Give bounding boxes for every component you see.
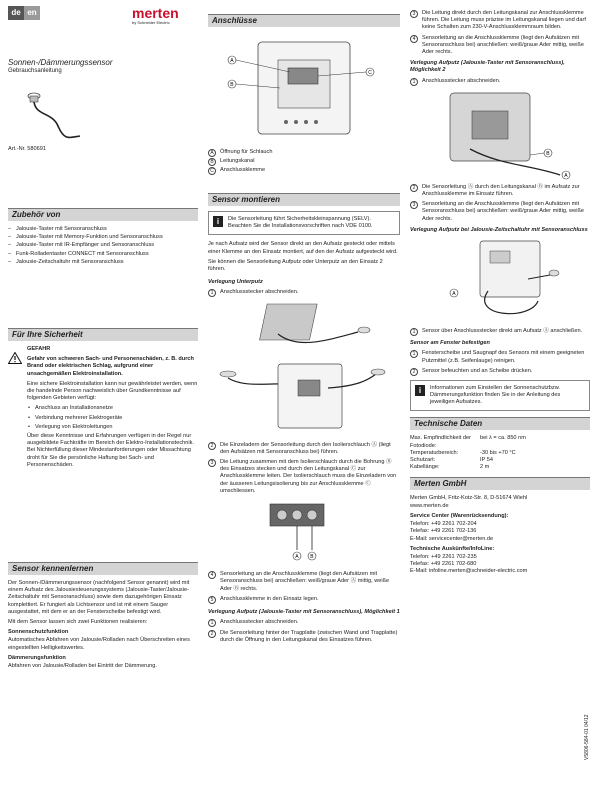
step: 2 Sensor befeuchten und an Scheibe drücken. (410, 368, 590, 376)
zeitschaltuhr-title: Verlegung Aufputz bei Jalousie-Zeitschaltuhr mit Sensoranschluss (410, 226, 588, 233)
function-1-title: Sonnenschutzfunktion (8, 629, 69, 636)
list-item: – Jalousie-Taster mit Memory-Funktion und Sensoranschluss (8, 234, 198, 241)
step: 3 Die Leitung zusammen mit dem Isolierschlauch durch die Bohrung Ⓑ des Einsatzes stecken und durch den Leitungskanal Ⓒ zur Anschlussklemme leiten. Der Isolierschlauch muss die Einzeladern von der äusseren Leitungsisolierung bis zur Anschlussklemme Ⓒ umschliessen. (208, 459, 400, 495)
list-item: – Jalousie-Taster mit Sensoranschluss (8, 226, 198, 233)
connections-section (208, 14, 400, 176)
sensor-intro: Der Sonnen-/Dämmerungssensor (nachfolgend Sensor genannt) wird mit einem Aufsatz des Jalousiesteuerungssystems (Jalousie-Taster/Jalousie-Zeitschaltuhr mit Sensoranschluss) sowie dem dazugehörigen Einsatz komplettiert. Er fungiert als Lichtsensor und ist mit einem Sauger ausgestattet, mit dem er an der Fensterscheibe befestigt wird. (8, 580, 190, 615)
list-item: • Verlegung von Elektroleitungen (27, 424, 198, 431)
zeitschaltuhr-diagram (410, 237, 590, 325)
unterputz-title: Verlegung Unterputz (208, 279, 263, 286)
svg-text:B: B (310, 554, 314, 561)
list-item: – Jalousie-Zeitschaltuhr mit Sensoranschluss (8, 259, 198, 266)
brand-name: merten (132, 5, 179, 21)
table-row: Max. Empfindlichkeit der Fotodiode: bei λ = ca. 850 nm (410, 435, 526, 449)
company-web: www.merten.de (410, 502, 449, 509)
function-1-text: Automatisches Abfahren von Jalousie/Rolladen nach Überschreiten eines eingestellten Helligkeitswertes. (8, 637, 190, 651)
safety-section (8, 328, 198, 476)
sensor-heading: Sensor kennenlernen (8, 562, 198, 575)
mount-p1: Je nach Aufsatz wird der Sensor direkt an den Aufsatz gesteckt oder mittels einer Klemme an den Einsatz montiert, auf den der Aufsatz aufgesteckt wird. (208, 241, 398, 255)
step: 1 Sensor über Anschlussstecker direkt am Aufsatz Ⓐ anschließen. (410, 328, 590, 336)
page-title: Sonnen-/Dämmerungssensor (8, 58, 113, 67)
column-3-content (410, 10, 590, 576)
note-text: Die Sensorleitung führt Sicherheitskleinspannung (SELV). Beachten Sie die Installationsvorschriften nach VDE 0100. (228, 216, 373, 230)
svg-text:A: A (295, 554, 299, 561)
safety-text-2: Über diese Kenntnisse und Erfahrungen verfügen in der Regel nur ausgebildete Fachkräfte im Bereich der Elektro-Installationstechnik. Bei Nichterfüllung dieser Mindestanforderungen oder Missachtung droht für Sie die persönliche Haftung bei Sach- und Personenschäden. (27, 433, 194, 468)
tech-info-line: Telefax: +49 2261 702-680 (410, 561, 477, 568)
unterputz-diagram (208, 300, 400, 438)
service-line: Telefon: +49 2261 702-204 (410, 521, 477, 528)
svg-text:B: B (230, 82, 234, 88)
service-line: E-Mail: servicecenter@merten.de (410, 535, 494, 542)
tech-table (410, 435, 590, 471)
svg-text:A: A (230, 58, 234, 64)
aufputz-1-title: Verlegung Aufputz (Jalousie-Taster mit Sensoranschluss), Möglichkeit 1 (208, 608, 400, 615)
service-line: Telefax: +49 2261 702-136 (410, 528, 477, 535)
page-subtitle: Gebrauchsanleitung (8, 68, 62, 74)
fenster-title: Sensor am Fenster befestigen (410, 340, 490, 347)
step: 3 Sensorleitung an die Anschlussklemme (liegt den Aufsätzen mit Sensoranschluss bei) anschließen: weiß/graue Ader mittig, weiße Ader rechts. (410, 201, 590, 223)
table-row: Schutzart: IP 54 (410, 457, 493, 464)
info-note (410, 380, 590, 412)
tech-heading: Technische Daten (410, 417, 590, 430)
article-number: Art.-Nr. 580691 (8, 146, 46, 152)
list-item: • Anschluss an Installationsnetze (27, 405, 198, 412)
step: 2 Die Sensorleitung Ⓐ durch den Leitungskanal Ⓑ im Aufsatz zur Anschlussklemme im Einsatz führen. (410, 184, 590, 198)
accessories-section (8, 208, 198, 267)
legend-item: C Anschlussklemme (208, 167, 400, 175)
step: 1 Fensterscheibe und Saugnapf des Sensors mit einem geeigneten Putzmittel (z.B. Seifenlauge) reinigen. (410, 350, 590, 364)
info-icon: i (213, 216, 223, 227)
svg-text:A: A (452, 291, 456, 298)
sensor-section (8, 562, 198, 673)
safety-bullets (27, 405, 198, 431)
warning-icon (8, 352, 22, 364)
gefahr-label: GEFAHR (27, 346, 51, 352)
connections-legend (208, 149, 400, 175)
aufputz-2-title: Verlegung Aufputz (Jalousie-Taster mit Sensoranschluss), Möglichkeit 2 (410, 60, 565, 74)
sensor-image (18, 86, 88, 144)
safety-heading: Für Ihre Sicherheit (8, 328, 198, 341)
step: 4 Sensorleitung an die Anschlussklemme (liegt den Aufsätzen mit Sensoranschluss bei) anschließen: weiß/graue Ader mittig, weiße Ader rechts. (410, 35, 590, 57)
tech-info-line: Telefon: +49 2261 702-235 (410, 553, 477, 560)
accessories-list (8, 226, 198, 266)
company-heading: Merten GmbH (410, 477, 590, 490)
connections-diagram (208, 32, 400, 142)
step: 1 Anschlussstecker abschneiden. (208, 619, 400, 627)
mount-p2: Sie können die Sensorleitung Aufputz oder Unterputz an den Einsatz 2 führen. (208, 258, 383, 273)
accessories-heading: Zubehör von (8, 208, 198, 221)
service-title: Service Center (Warenrücksendung): (410, 512, 509, 519)
list-item: – Funk-Rolladentaster CONNECT mit Sensoranschluss (8, 251, 198, 258)
step: 4 Sensorleitung an die Anschlussklemme (liegt den Aufsätzen mit Sensoranschluss bei) anschließen: weiß/graue Ader Ⓐ mittig, weiße Ader Ⓑ rechts. (208, 571, 400, 593)
table-row: Temperaturbereich: -30 bis +70 °C (410, 449, 516, 456)
lang-en-tab: en (24, 6, 40, 20)
step: 1 Anschlussstecker abschneiden. (410, 78, 590, 86)
step: 2 Die Sensorleitung hinter der Tragplatte (zwischen Wand und Tragplatte) durch die Öffnung in den Leitungskanal des Einsatzes führen. (208, 630, 400, 644)
sensor-two-functions: Mit dem Sensor lassen sich zwei Funktionen realisieren: (8, 619, 148, 626)
brand-logo (132, 6, 194, 25)
svg-text:C: C (368, 70, 372, 76)
step: 1 Anschlussstecker abschneiden. (208, 289, 400, 297)
brand-sub: by Schneider Electric (132, 20, 170, 25)
step: 2 Die Einzeladern der Sensorleitung durch den Isolierschlauch Ⓐ (liegt den Aufsätzen mit Sensoranschluss bei) führen. (208, 442, 400, 456)
connections-heading: Anschlüsse (208, 14, 400, 27)
info-icon: i (415, 385, 425, 396)
warning-block (8, 346, 198, 472)
warning-text: Gefahr von schweren Sach- und Personenschäden, z. B. durch Brand oder elektrischen Schlag, aufgrund einer unsachgemäßen Elektroinstallation. (27, 356, 194, 377)
note-text: Informationen zum Einstellen der Sonnenschutzbzw. Dämmerungsfunktion finden Sie in der Anleitung des jeweiligen Aufsatzes. (430, 384, 561, 406)
table-row: Kabellänge: 2 m (410, 464, 490, 471)
function-2-title: Dämmerungsfunktion (8, 654, 66, 661)
company-address: Merten GmbH, Fritz-Kotz-Str. 8, D-51674 Wiehl (410, 495, 528, 502)
lang-de-tab: de (8, 6, 24, 20)
mount-heading: Sensor montieren (208, 193, 400, 206)
legend-item: B Leitungskanal (208, 158, 400, 166)
legend-item: A Öffnung für Schlauch (208, 149, 400, 157)
language-tabs (8, 6, 40, 20)
footer-code: V5806-584-01 04/12 (584, 714, 590, 760)
info-note (208, 211, 400, 235)
list-item: • Verbindung mehrerer Elektrogeräte (27, 415, 198, 422)
tech-info-title: Technische Auskünfte/InfoLine: (410, 545, 495, 552)
function-2-text: Abfahren von Jalousie/Rolladen bei Eintritt der Dämmerung. (8, 663, 157, 670)
mount-section (208, 193, 400, 647)
terminal-diagram (208, 498, 400, 568)
svg-text:B: B (546, 150, 550, 157)
step: 3 Die Leitung direkt durch den Leitungskanal zur Anschlussklemme führen. Die Leitung muss präzise im Leitungskanal liegen und darf keine Schalten zum 230-V-Anschlussklemmraum bilden. (410, 10, 590, 32)
list-item: – Jalousie-Taster mit IR-Empfänger und Sensoranschluss (8, 242, 198, 249)
tech-info-line: E-Mail: infoline.merten@schneider-electric.com (410, 568, 528, 575)
svg-text:A: A (564, 172, 568, 179)
safety-text-1: Eine sichere Elektroinstallation kann nur gewährleistet werden, wenn die handelnde Person nachweislich über Grundkenntnisse auf folgenden Gebieten verfügt: (27, 380, 198, 402)
step: 5 Anschlussklemme in den Einsatz legen. (208, 596, 400, 604)
aufputz-2-diagram (410, 89, 590, 181)
